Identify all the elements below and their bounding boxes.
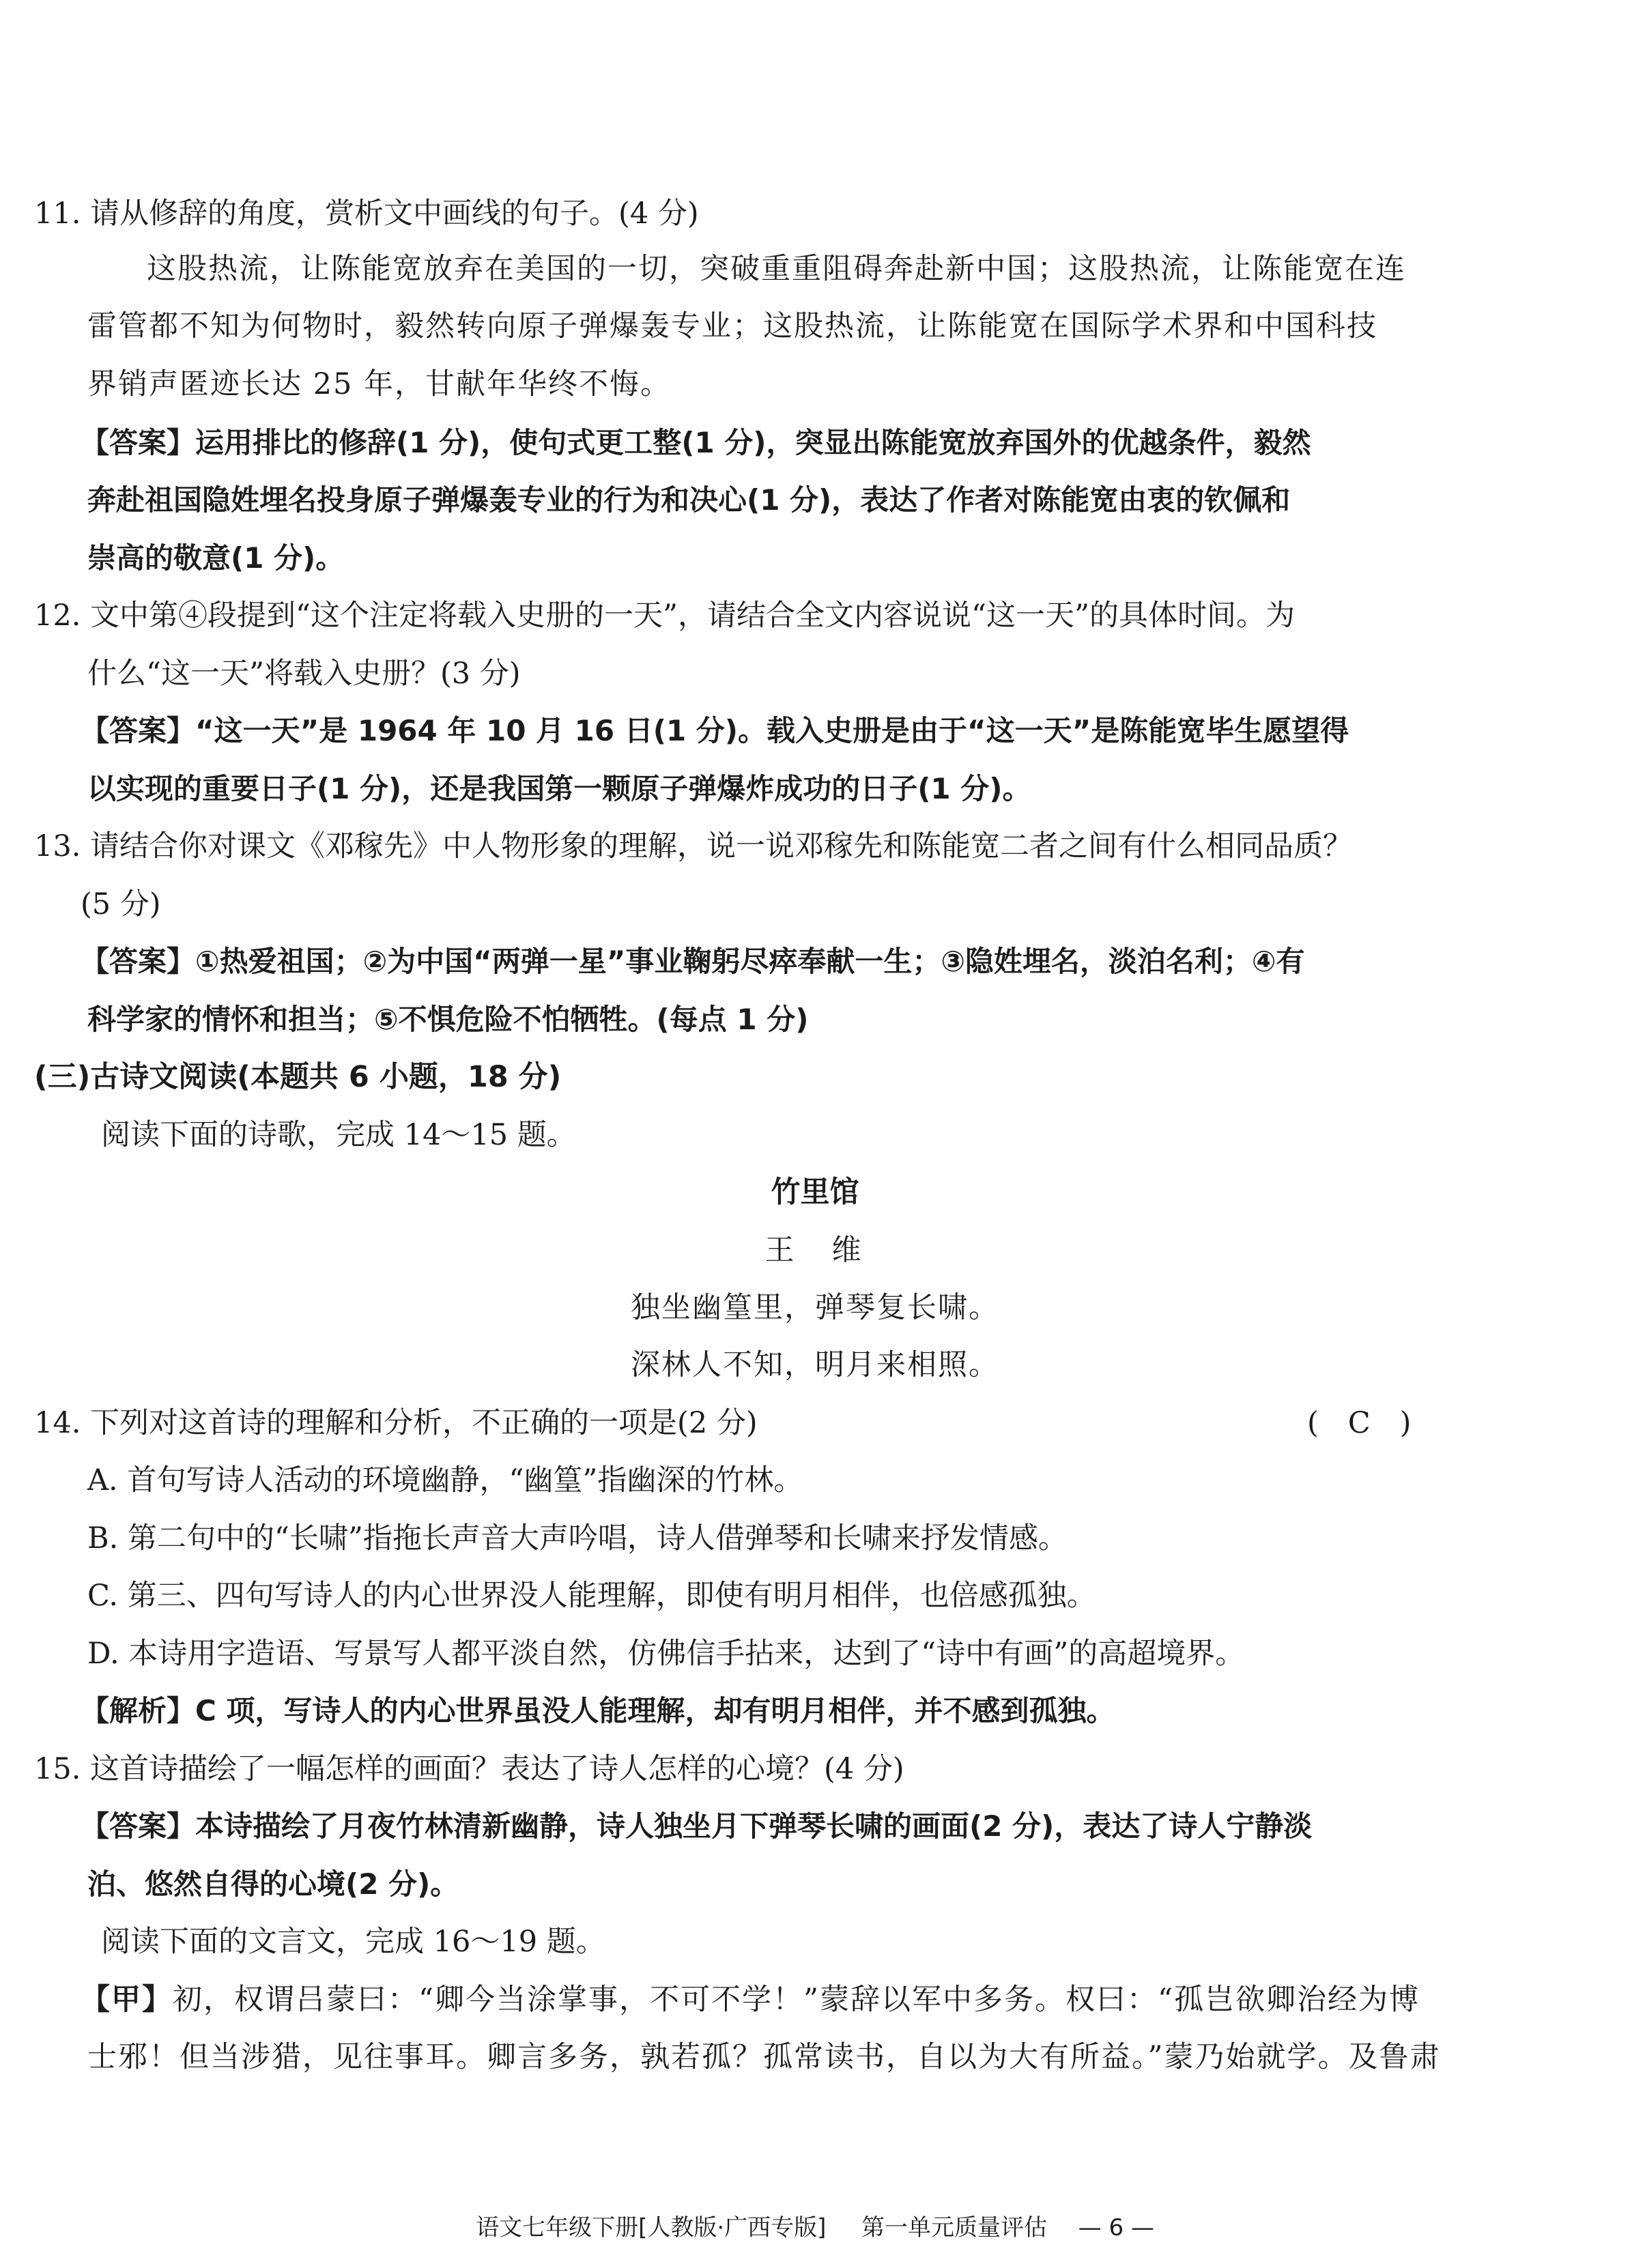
q11-stem: 11. 请从修辞的角度，赏析文中画线的句子。(4 分)	[34, 197, 699, 231]
q14-stem: 14. 下列对这首诗的理解和分析，不正确的一项是(2 分)	[34, 1406, 758, 1440]
classical-line: 士邪！但当涉猎，见往事耳。卿言多务，孰若孤？孤常读书，自以为大有所益。”蒙乃始就学。及鲁肃	[87, 2040, 1441, 2074]
q13-stem: 13. 请结合你对课文《邓稼先》中人物形象的理解，说一说邓稼先和陈能宽二者之间有什么相同品质？	[34, 829, 1353, 863]
q14-option: A. 首句写诗人活动的环境幽静，“幽篁”指幽深的竹林。	[87, 1463, 803, 1497]
q14-choice-answer: ( C )	[1307, 1406, 1412, 1440]
q11-answer-line: 奔赴祖国隐姓埋名投身原子弹爆轰专业的行为和决心(1 分)，表达了作者对陈能宽由衷的钦佩和	[87, 483, 1291, 517]
q12-answer-line: 以实现的重要日子(1 分)，还是我国第一颗原子弹爆炸成功的日子(1 分)。	[87, 772, 1031, 805]
section-heading: (三)古诗文阅读(本题共 6 小题，18 分)	[34, 1060, 562, 1094]
footer-book: 语文七年级下册[人教版·广西专版]	[476, 2214, 827, 2241]
footer-page-number: — 6 —	[1078, 2214, 1154, 2241]
q15-answer-line	[81, 1806, 1312, 1847]
q13-stem: (5 分)	[81, 887, 161, 921]
answer-tag: 【答案】	[81, 945, 196, 978]
q15-stem: 15. 这首诗描绘了一幅怎样的画面？表达了诗人怎样的心境？(4 分)	[34, 1752, 904, 1786]
q14-analysis	[81, 1691, 1115, 1732]
q11-quote-line: 界销声匿迹长达 25 年，甘献年华终不悔。	[87, 367, 672, 401]
q13-answer-line	[81, 941, 1304, 982]
q12-stem: 什么“这一天”将载入史册？(3 分)	[87, 657, 521, 691]
q11-answer-line	[81, 422, 1311, 463]
q14-option: C. 第三、四句写诗人的内心世界没人能理解，即使有明月相伴，也倍感孤独。	[87, 1579, 1096, 1613]
q15-answer-text: 本诗描绘了月夜竹林清新幽静，诗人独坐月下弹琴长啸的画面(2 分)，表达了诗人宁静淡	[195, 1809, 1313, 1843]
classical-line	[81, 1979, 1420, 2020]
q13-answer-line: 科学家的情怀和担当；⑤不惧危险不怕牺牲。(每点 1 分)	[87, 1003, 809, 1036]
answer-tag: 【答案】	[81, 714, 196, 747]
q11-quote-line: 这股热流，让陈能宽放弃在美国的一切，突破重重阻碍奔赴新中国；这股热流，让陈能宽在连	[147, 252, 1406, 286]
q14-analysis-text: C 项，写诗人的内心世界虽没人能理解，却有明月相伴，并不感到孤独。	[195, 1694, 1115, 1727]
q11-quote-line: 雷管都不知为何物时，毅然转向原子弹爆轰专业；这股热流，让陈能宽在国际学术界和中国科技	[87, 309, 1377, 343]
footer-section: 第一单元质量评估	[861, 2214, 1048, 2241]
poem-author: 王 维	[764, 1233, 866, 1267]
q12-answer-text: “这一天”是 1964 年 10 月 16 日(1 分)。载入史册是由于“这一天”是陈能宽毕生愿望得	[195, 714, 1349, 747]
answer-tag: 【答案】	[81, 426, 196, 459]
q14-option: B. 第二句中的“长啸”指拖长声音大声吟唱，诗人借弹琴和长啸来抒发情感。	[87, 1521, 1068, 1555]
q11-answer-line: 崇高的敬意(1 分)。	[87, 541, 345, 575]
section-intro: 阅读下面的诗歌，完成 14～15 题。	[101, 1118, 576, 1152]
classical-tag: 【甲】	[81, 1983, 173, 2017]
page-footer	[0, 2209, 1630, 2242]
q12-answer-line	[81, 710, 1349, 751]
q12-stem: 12. 文中第④段提到“这个注定将载入史册的一天”，请结合全文内容说说“这一天”的具体时间。为	[34, 599, 1295, 633]
answer-tag: 【答案】	[81, 1809, 196, 1843]
q15-answer-line: 泊、悠然自得的心境(2 分)。	[87, 1867, 459, 1901]
classical-intro: 阅读下面的文言文，完成 16～19 题。	[101, 1925, 605, 1959]
classical-text: 初，权谓吕蒙曰：“卿今当涂掌事，不可不学！”蒙辞以军中多务。权曰：“孤岂欲卿治经为博	[173, 1983, 1420, 2017]
q13-answer-text: ①热爱祖国；②为中国“两弹一星”事业鞠躬尽瘁奉献一生；③隐姓埋名，淡泊名利；④有	[195, 945, 1305, 978]
poem-line: 深林人不知，明月来相照。	[631, 1348, 999, 1382]
poem-title: 竹里馆	[771, 1175, 859, 1209]
q11-answer-text: 运用排比的修辞(1 分)，使句式更工整(1 分)，突显出陈能宽放弃国外的优越条件，毅然	[195, 426, 1311, 459]
analysis-tag: 【解析】	[81, 1694, 196, 1727]
poem-line: 独坐幽篁里，弹琴复长啸。	[631, 1291, 999, 1325]
q14-option: D. 本诗用字造语、写景写人都平淡自然，仿佛信手拈来，达到了“诗中有画”的高超境界。	[87, 1637, 1245, 1671]
